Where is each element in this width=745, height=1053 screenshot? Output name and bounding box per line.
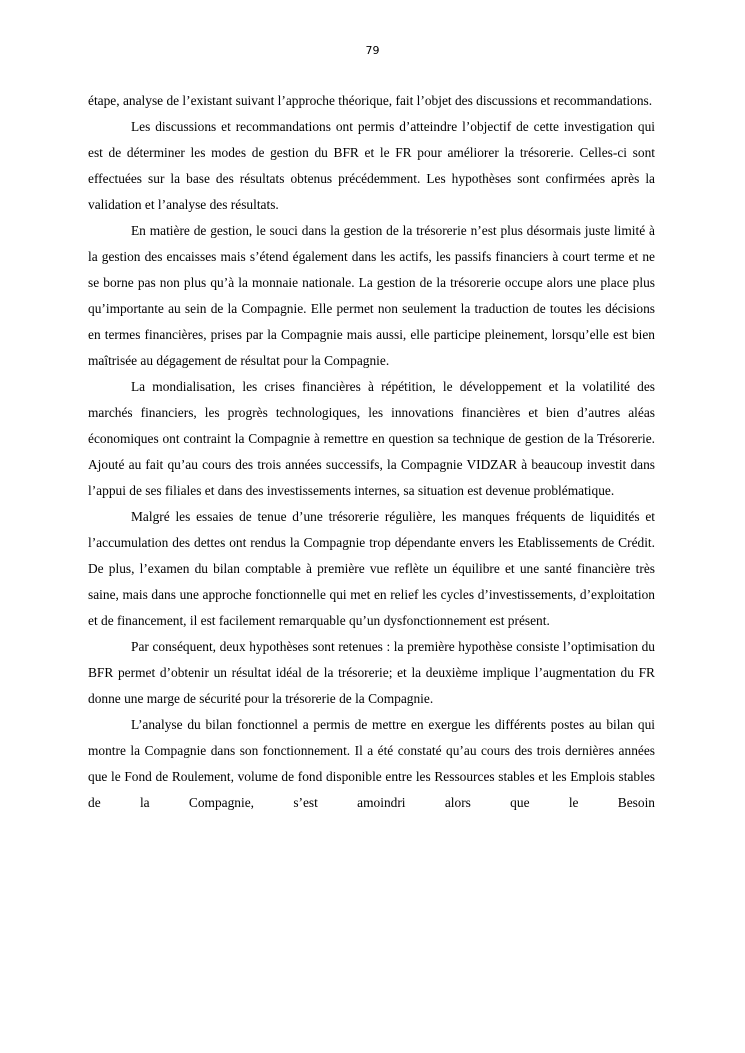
paragraph-2: Les discussions et recommandations ont permis d’atteindre l’objectif de cette investigation qui est de déterminer les modes de gestion du BFR et le FR pour améliorer la trésorerie. Celles-ci sont effectuées sur la base des résultats obtenus précédemment. Les hypothèses sont confirmées après la validation et l’analyse des résultats. — [88, 119, 655, 212]
paragraph-5: Malgré les essaies de tenue d’une trésorerie régulière, les manques fréquents de liquidités et l’accumulation des dettes ont rendus la Compagnie trop dépendante envers les Etablissements de Crédit. De plus, l’examen du bilan comptable à première vue reflète un équilibre et une santé financière très saine, mais dans une approche fonctionnelle qui met en relief les cycles d’investissements, d’exploitation et de financement, il est facilement remarquable qu’un dysfonctionnement est présent. — [88, 509, 655, 628]
paragraph-6: Par conséquent, deux hypothèses sont retenues : la première hypothèse consiste l’optimisation du BFR permet d’obtenir un résultat idéal de la trésorerie; et la deuxième implique l’augmentation du FR donne une marge de sécurité pour la trésorerie de la Compagnie. — [88, 639, 655, 706]
paragraph-7: L’analyse du bilan fonctionnel a permis de mettre en exergue les différents postes au bilan qui montre la Compagnie dans son fonctionnement. Il a été constaté qu’au cours des trois dernières années que le Fond de Roulement, volume de fond disponible entre les Ressources stables et les Emplois stables de la Compagnie, s’est amoindri alors que le Besoin — [88, 717, 655, 810]
paragraph-1: étape, analyse de l’existant suivant l’approche théorique, fait l’objet des discussions et recommandations. — [88, 93, 653, 108]
paragraph-3: En matière de gestion, le souci dans la gestion de la trésorerie n’est plus désormais juste limité à la gestion des encaisses mais s’étend également dans les actifs, les passifs financiers à court terme et ne se borne pas non plus qu’à la monnaie nationale. La gestion de la trésorerie occupe alors une place plus qu’importante au sein de la Compagnie. Elle permet non seulement la traduction de toutes les décisions en termes financières, prises par la Compagnie mais aussi, elle participe pleinement, lorsqu’elle est bien maîtrisée au dégagement de résultat pour la Compagnie. — [88, 223, 655, 368]
body-text — [88, 88, 655, 816]
paragraph-4: La mondialisation, les crises financières à répétition, le développement et la volatilité des marchés financiers, les progrès technologiques, les innovations financières et bien d’autres aléas économiques ont contraint la Compagnie à remettre en question sa technique de gestion de la Trésorerie. Ajouté au fait qu’au cours des trois années successifs, la Compagnie VIDZAR à beaucoup investit dans l’appui de ses filiales et dans des investissements internes, sa situation est devenue problématique. — [88, 379, 655, 498]
page-number: 79 — [365, 44, 380, 57]
